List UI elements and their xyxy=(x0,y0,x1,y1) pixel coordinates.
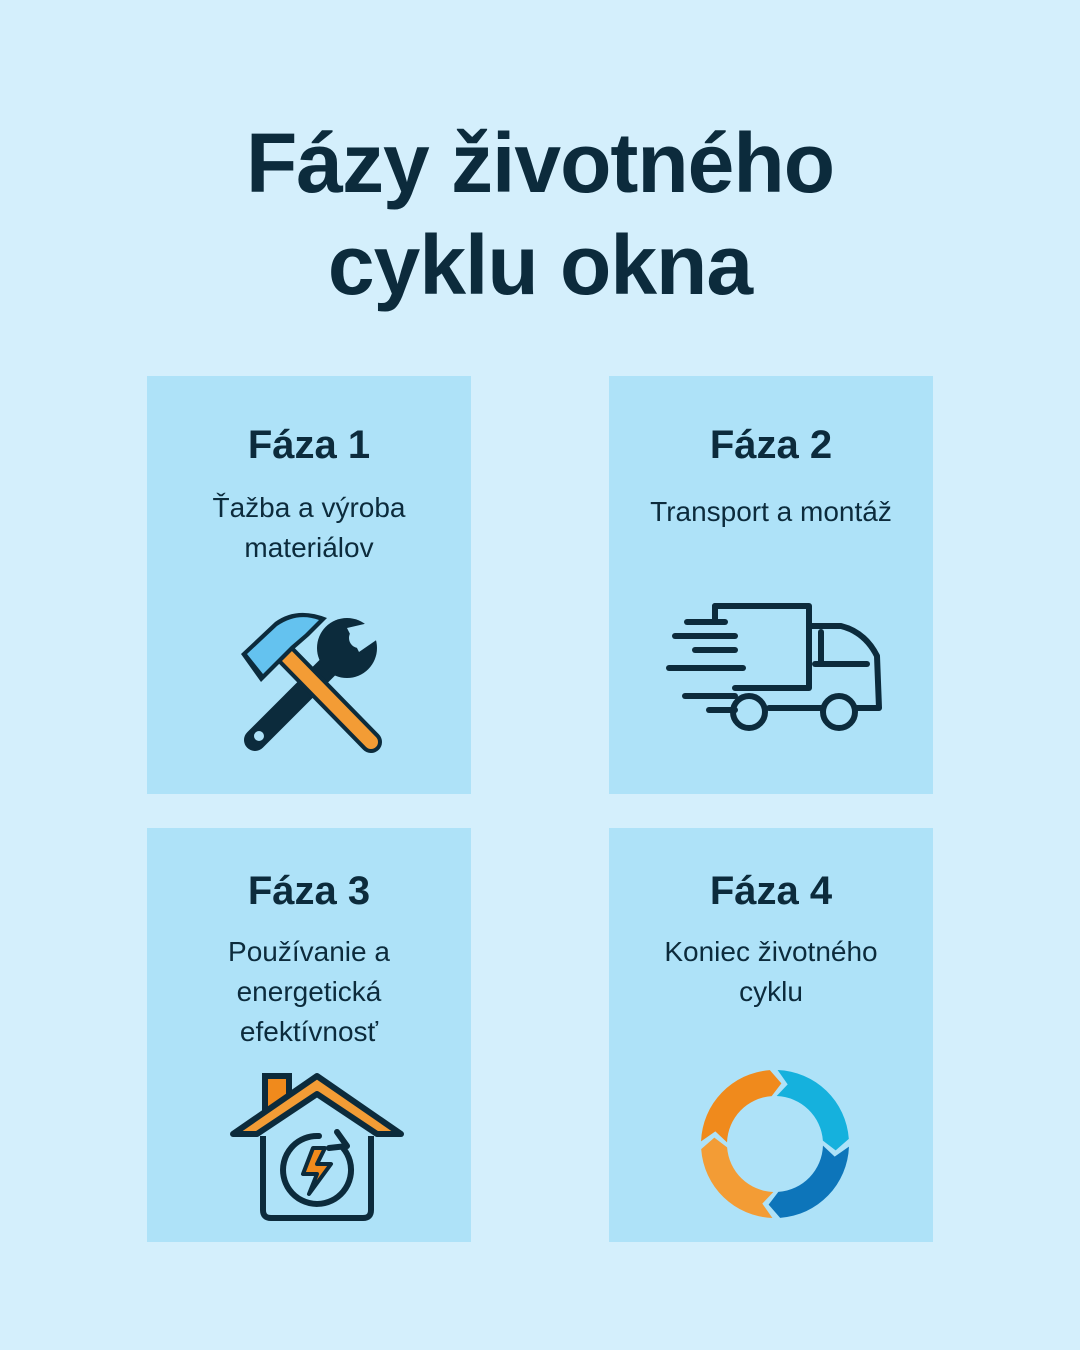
page-title-line-2: cyklu okna xyxy=(327,218,753,312)
phase-card-2 xyxy=(609,376,933,794)
phase-description: Transport a montáž xyxy=(650,496,892,527)
energy-house-icon xyxy=(229,1070,405,1222)
truck-icon xyxy=(665,602,885,734)
phase-heading: Fáza 4 xyxy=(709,869,833,913)
cycle-segment-cyan-icon xyxy=(777,1070,849,1150)
page-title xyxy=(0,112,1080,316)
phase-description: Používanie a energetická efektívnosť xyxy=(228,936,390,1047)
phase-description: Ťažba a výroba materiálov xyxy=(212,492,406,563)
phase-description: Koniec životného cyklu xyxy=(664,936,878,1007)
cycle-segment-blue-icon xyxy=(769,1146,849,1218)
cycle-icon xyxy=(699,1068,851,1220)
page-title-line-1: Fázy životného xyxy=(245,116,835,210)
phase-card-3 xyxy=(147,828,471,1242)
cycle-segment-orange-icon xyxy=(701,1070,781,1142)
phase-heading: Fáza 1 xyxy=(247,423,371,467)
phase-heading: Fáza 3 xyxy=(247,869,371,913)
phase-card-1 xyxy=(147,376,471,794)
cycle-segment-light-orange-icon xyxy=(701,1138,773,1218)
tools-icon xyxy=(235,610,387,756)
phase-heading: Fáza 2 xyxy=(709,423,833,467)
phase-card-4 xyxy=(609,828,933,1242)
